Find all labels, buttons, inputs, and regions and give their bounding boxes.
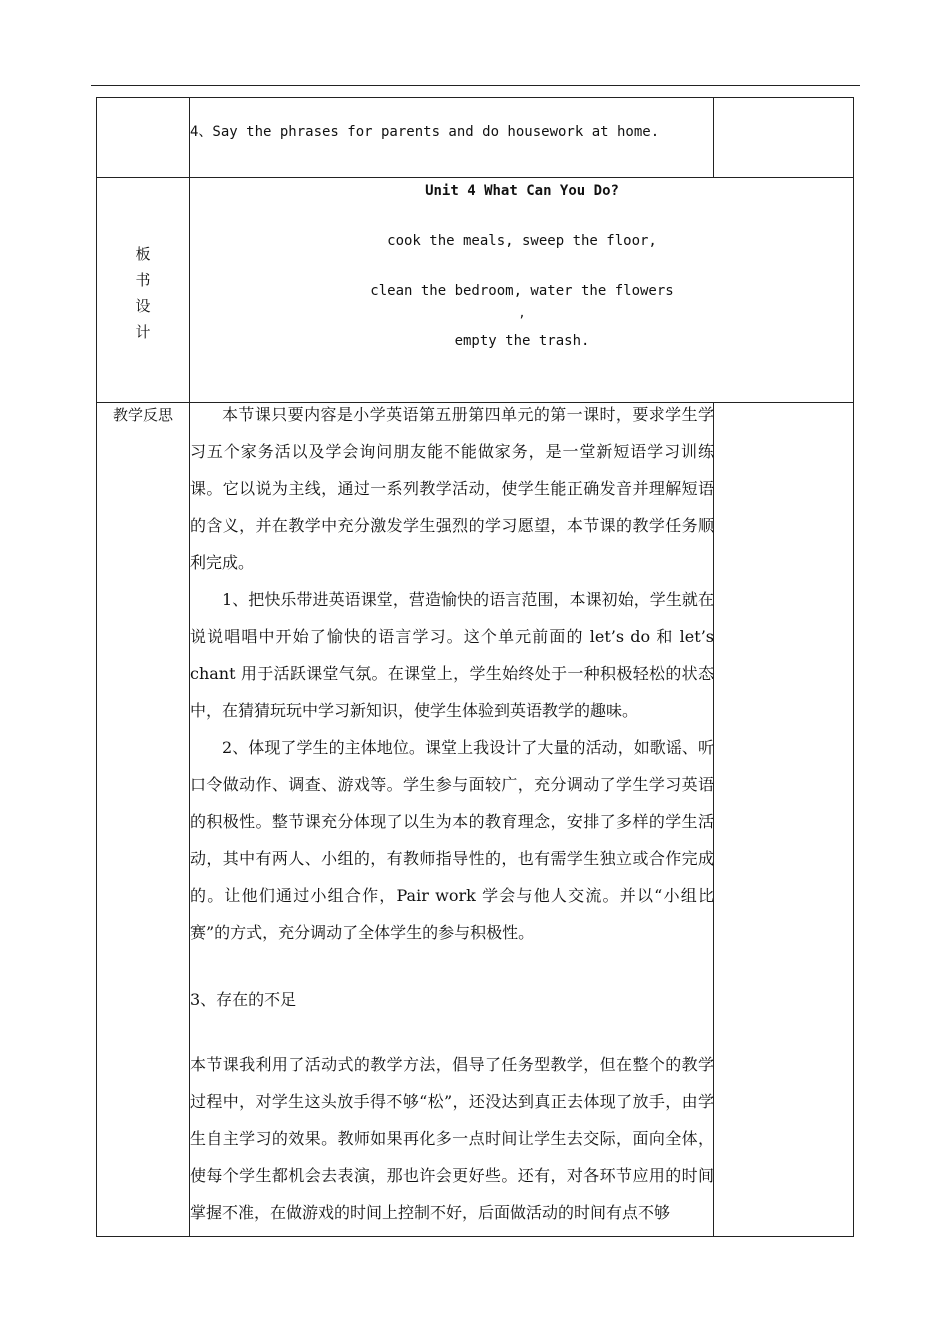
board-title: Unit 4 What Can You Do?: [425, 183, 619, 199]
reflection-label: 教学反思: [112, 406, 173, 424]
header-rule: [91, 85, 860, 86]
board-label-char-3: 设: [135, 297, 151, 315]
reflection-heading-3: 3、存在的不足: [190, 990, 297, 1009]
reflection-paragraph-4: 本节课我利用了活动式的教学方法，倡导了任务型教学，但在整个的教学过程中，对学生这头放手得不够“松”，还没达到真正去体现了放手，由学生自主学习的效果。教师如果再化多一点时间让学生去交际，面向全体，使每个学生都机会去表演，那也许会更好些。还有，对各环节应用的时间掌握不准，在做游戏的时间上控制不好，后面做活动的时间有点不够: [190, 1055, 714, 1222]
table-divider-right-top: [713, 97, 714, 178]
reflection-paragraph-2: 1、把快乐带进英语课堂，营造愉快的语言范围，本课初始，学生就在说说唱唱中开始了愉快的语言学习。这个单元前面的 let’s do 和 let’s chant 用于活跃课堂气氛。在课堂上，学生始终处于一种积极轻松的状态中，在猜猜玩玩中学习新知识，使学生体验到英语教学的趣味。: [190, 590, 714, 720]
board-design-label: [96, 241, 190, 345]
board-label-char-1: 板: [135, 245, 151, 263]
board-label-char-4: 计: [135, 323, 151, 341]
board-label-char-2: 书: [135, 271, 151, 289]
reflection-paragraph-3: 2、体现了学生的主体地位。课堂上我设计了大量的活动，如歌谣、听口令做动作、调查、游戏等。学生参与面较广，充分调动了学生学习英语的积极性。整节课充分体现了以生为本的教育理念，安排了多样的学生活动，其中有两人、小组的，有教师指导性的，也有需学生独立或合作完成的。让他们通过小组合作，Pair work 学会与他人交流。并以“小组比赛”的方式，充分调动了全体学生的参与积极性。: [190, 738, 714, 942]
reflection-paragraph-1: 本节课只要内容是小学英语第五册第四单元的第一课时，要求学生学习五个家务活以及学会询问朋友能不能做家务，是一堂新短语学习训练课。它以说为主线，通过一系列教学活动，使学生能正确发音并理解短语的含义，并在教学中充分激发学生强烈的学习愿望，本节课的教学任务顺利完成。: [190, 405, 714, 572]
board-line-4: empty the trash.: [454, 333, 590, 349]
board-line-2: clean the bedroom, water the flowers: [370, 283, 674, 299]
homework-item: 4、Say the phrases for parents and do housework at home.: [190, 124, 660, 140]
table-row-divider-1: [96, 177, 854, 178]
board-line-1: cook the meals, sweep the floor,: [387, 233, 657, 249]
board-line-3: ,: [518, 306, 526, 320]
